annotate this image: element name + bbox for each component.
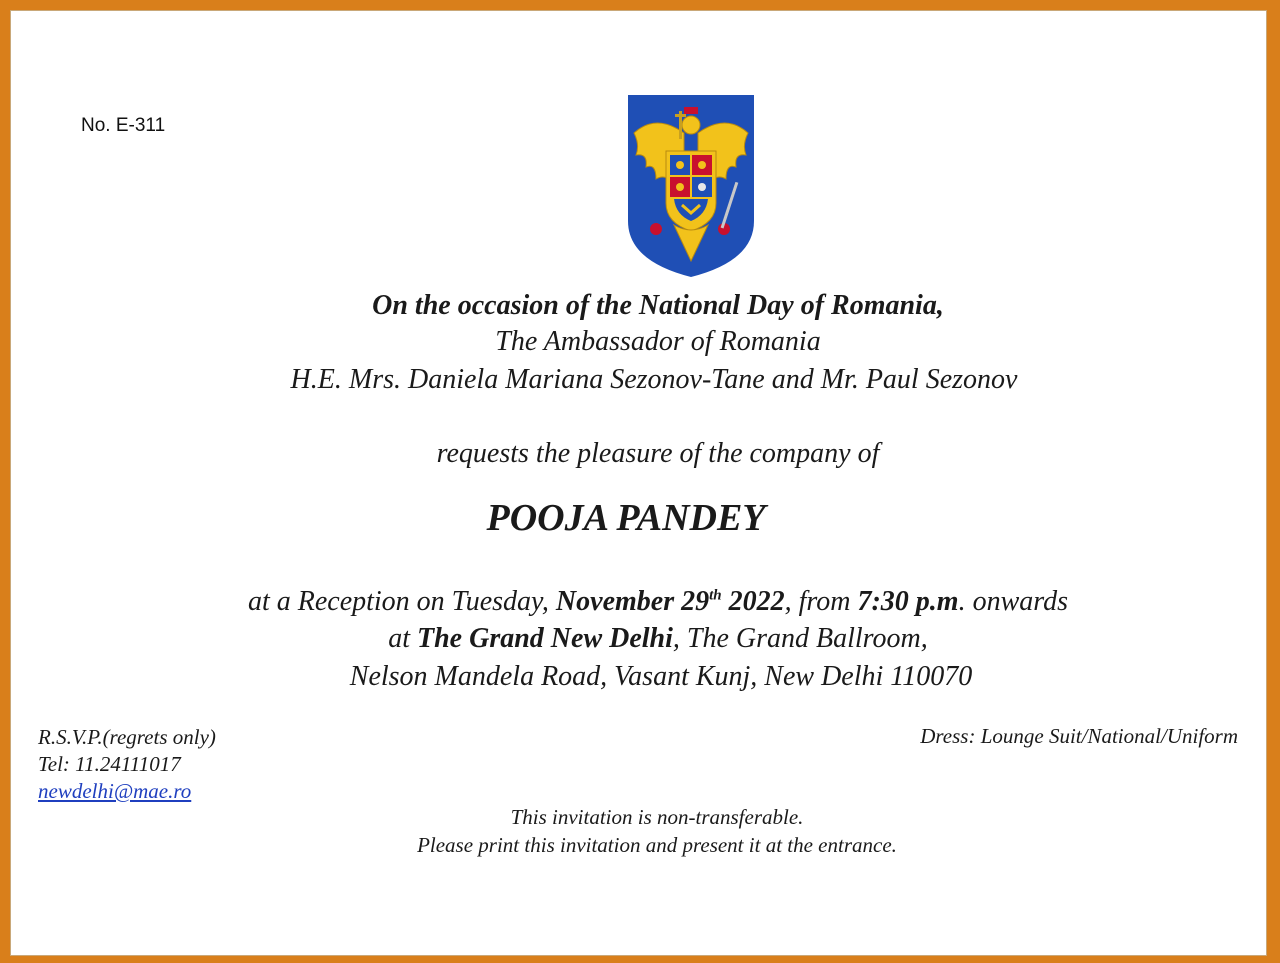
venue-line (0, 623, 1280, 655)
reception-time: 7:30 p.m (857, 586, 959, 617)
rsvp-label: R.S.V.P.(regrets only) (38, 725, 216, 749)
host-names: H.E. Mrs. Daniela Mariana Sezonov-Tane and Mr. Paul Sezonov (290, 364, 1018, 395)
reception-prefix: at a Reception on Tuesday, (247, 586, 556, 617)
dress-code: Dress: Lounge Suit/National/Uniform (920, 724, 1238, 748)
venue-room: , The Grand Ballroom, (672, 623, 928, 654)
guest-name: POOJA PANDEY (486, 497, 766, 539)
time-prefix: , from (784, 586, 858, 617)
rsvp-phone: Tel: 11.24111017 (38, 752, 181, 776)
print-instruction-note: Please print this invitation and present it at the entrance. (417, 833, 897, 857)
venue-prefix: at (388, 623, 417, 654)
reference-number: No. E-311 (81, 115, 166, 136)
occasion-line: On the occasion of the National Day of Romania, (372, 290, 944, 321)
time-suffix: . onwards (958, 586, 1069, 617)
host-title: The Ambassador of Romania (495, 326, 821, 357)
reception-date: November 29th 2022 (555, 586, 785, 617)
rsvp-email-link[interactable]: newdelhi@mae.ro (38, 779, 192, 803)
venue-address: Nelson Mandela Road, Vasant Kunj, New Delhi 110070 (349, 661, 973, 692)
romania-coat-of-arms-icon (626, 93, 756, 279)
rsvp-block (38, 724, 216, 805)
non-transferable-note: This invitation is non-transferable. (510, 805, 804, 829)
reception-line (0, 586, 1280, 618)
venue-name: The Grand New Delhi (417, 623, 673, 654)
request-line: requests the pleasure of the company of (436, 438, 880, 469)
